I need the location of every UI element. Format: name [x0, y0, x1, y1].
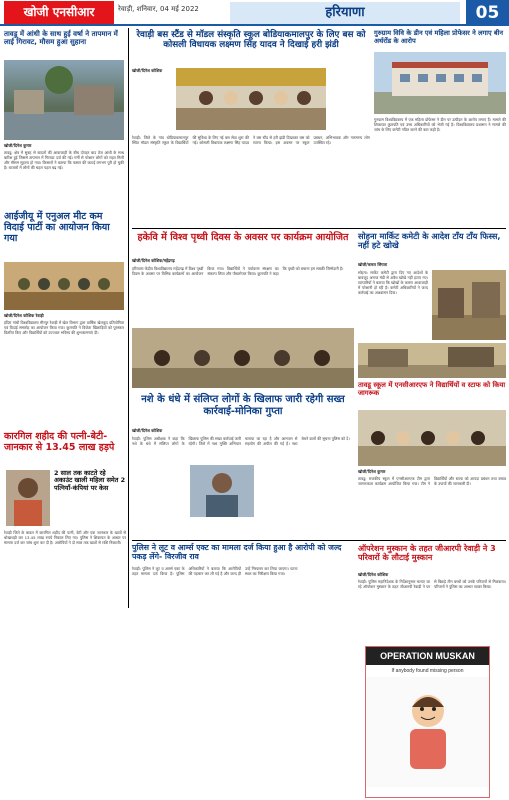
story5-body: गुरुग्राम विश्वविद्यालय में एक महिला प्रोफेसर ने डीन पर उत्पीड़न के आरोप लगाए हैं। मामले की शिकायत कुलपति एवं उच्च अधिकारियों को भेजी गई है। विश्वविद्यालय प्रशासन ने मामले की जांच के लिए कमेटी गठित करने की बात कही है।	[374, 117, 506, 132]
story1-body: तावडू: क्षेत्र में सुबह से बादलों की आवाजाही के बीच दोपहर बाद तेज आंधी के साथ बारिश हुई जिससे तापमान में गिरावट दर्ज की गई। गर्मी से परेशान लोगों को राहत मिली और मौसम सुहाना हो गया। किसानों ने बताया कि फसल की कटाई लगभग पूरी हो चुकी है। बाजारों में लोगों की चहल पहल बढ़ गई।	[4, 150, 124, 170]
market-stall-image	[432, 270, 506, 340]
seminar-hall-image	[132, 328, 354, 388]
page-number: 05	[466, 0, 509, 26]
story5-photo	[374, 52, 506, 114]
story2-body: इंदिरा गांधी विश्वविद्यालय मीरपुर रेवाड़ी में खेल विभाग द्वारा वार्षिक खेलकूद प्रतियोगिता एवं विदाई समारोह का आयोजन किया गया। कुलपति ने विजेता खिलाड़ियों को पुरस्कार वितरित किए और विद्यार्थियों को उज्ज्वल भविष्य की शुभकामनाएं दी।	[4, 320, 124, 335]
story2-headline: आईजीयू में एनुअल मीट कम विदाई पार्टी का आयोजन किया गया	[4, 211, 110, 244]
story2-byline: खोजी/दिनेश कोशिक रेवाड़ी	[4, 313, 44, 318]
story6-body: हरियाणा केंद्रीय विश्वविद्यालय महेंद्रगढ़ में विश्व पृथ्वी दिवस के अवसर पर विभिन्न कार्यक्रमों का आयोजन किया गया। विद्यार्थियों ने पर्यावरण संरक्षण का संकल्प लिया और पौधारोपण किया। कुलपति ने कहा कि पृथ्वी को बचाना हम सबकी जिम्मेदारी है।	[132, 266, 344, 276]
child-illustration-icon	[366, 677, 489, 787]
masthead	[0, 0, 509, 26]
university-building-image	[374, 52, 506, 114]
story7-photo	[432, 270, 506, 340]
flag-off-ceremony-image	[176, 68, 326, 130]
story4-body: रेवाड़ी: जिले के गांव बोडियाकमालपुर स्थित मॉडल संस्कृति स्कूल के विद्यार्थियों की सुविधा के लिए नई बस सेवा शुरू की गई। कोसली विधायक लक्ष्मण सिंह यादव ने बस स्टैंड से हरी झंडी दिखाकर बस को रवाना किया। इस अवसर पर स्कूल प्रबंधन, अभिभावक और गणमान्य लोग उपस्थित रहे।	[132, 135, 370, 145]
story1-byline: खोजी/दिनेश कुमार	[4, 143, 32, 148]
story7-headline: सोहना मार्किट कमेटी के आदेश टाँय टाँय फिस्स, नहीं हटे खोखे	[358, 231, 501, 251]
flooded-road-image	[4, 60, 124, 140]
event-photo	[4, 262, 124, 310]
story9-body: रेवाड़ी: पुलिस अधीक्षक ने कहा कि नशे के धंधे में संलिप्त लोगों के खिलाफ पुलिस की सख्त कार्रवाई जारी रहेगी। जिले में नशा मुक्ति अभियान चलाया जा रहा है और आमजन से सहयोग की अपील की गई है। नशा बेचने वालों की सूचना पुलिस को दें।	[132, 436, 350, 446]
story8-byline: खोजी/दिनेश कुमार	[358, 469, 386, 474]
story4-headline: रेवाड़ी बस स्टैंड से मॉडल संस्कृति स्कूल बोडियाकमालपुर के लिए बस को कोसली विधायक लक्ष्मण सिंह यादव ने दिखाई हरी झंडी	[136, 30, 366, 51]
story3-photo	[6, 470, 50, 526]
story6-photo	[132, 328, 354, 388]
story3-body: रेवाड़ी जिले के बावल में कारगिल शहीद की पत्नी, बेटी और एक जानकार के खातों से धोखाधड़ी कर 13.45 लाख रुपये निकाल लिए गए। पुलिस ने शिकायत के आधार पर मामला दर्ज कर जांच शुरू कर दी है। आरोपियों ने दो साल तक खातों से राशि निकाली।	[4, 530, 126, 545]
story1-headline: तावडू में आंधी के साथ हुई वर्षा ने तापमान में लाई गिरावट, मौसम हुआ सुहाना	[4, 30, 118, 47]
story4-photo	[176, 68, 326, 130]
story3-headline: कारगिल शहीद की पत्नी-बेटी-जानकार से 13.45 लाख हड़पे	[4, 431, 115, 453]
story11-headline: ऑपरेशन मुस्कान के तहत जीआरपी रेवाड़ी ने 3 परिवारों के लौटाई मुस्कान	[358, 544, 496, 563]
story7-body: सोहना: मार्केट कमेटी द्वारा दिए गए आदेशों के बावजूद अनाज मंडी से अवैध खोखे नहीं हटाए गए। व्यापारियों ने बताया कि खोखों के कारण आवाजाही में परेशानी हो रही है। कमेटी अधिकारियों ने जल्द कार्रवाई का आश्वासन दिया।	[358, 270, 428, 295]
story9-headline: नशे के धंधे में संलिप्त लोगों के खिलाफ जारी रहेगी सख्त कार्रवाई-मोनिका गुप्ता	[141, 394, 345, 417]
story7-photo-2	[358, 343, 506, 378]
story8-headline: तावडू स्कूल में एनसीआरएफ ने विद्यार्थियों व स्टाफ को किया जागरूक	[358, 381, 506, 397]
story8-photo	[358, 410, 506, 466]
story7-byline: खोजी/कमल सिंगला	[358, 262, 388, 267]
divider	[132, 228, 506, 229]
story11-byline: खोजी/दिनेश कोशिक	[358, 572, 389, 577]
banner-title: OPERATION MUSKAN	[366, 647, 489, 665]
story8-body: तावडू: राजकीय स्कूल में एनसीआरएफ टीम द्वारा जागरूकता कार्यक्रम आयोजित किया गया। टीम ने विद्यार्थियों और स्टाफ को आपदा प्रबंधन तथा बचाव के उपायों की जानकारी दी।	[358, 476, 506, 486]
story5-headline: गुरुग्राम विवि के डीन एवं महिला प्रोफेसर ने लगाए बीन अर्थरोंड के आरोप	[374, 29, 504, 45]
story1-photo	[4, 60, 124, 140]
divider	[128, 28, 129, 608]
story6-headline: हकेवि में विश्व पृथ्वी दिवस के अवसर पर कार्यक्रम आयोजित	[137, 232, 349, 243]
portrait-image	[6, 470, 50, 526]
newspaper-logo: खोजी एनसीआर	[4, 1, 114, 24]
police-officer-image	[190, 465, 254, 517]
story4-byline: खोजी/दिनेश कोशिक	[132, 68, 163, 73]
story2-photo	[4, 262, 124, 310]
divider	[132, 540, 506, 541]
banner-subtitle: If anybody found missing person	[391, 668, 464, 674]
street-image	[358, 343, 506, 378]
story10-headline: पुलिस ने लूट व आर्म्स एक्ट का मामला दर्ज किया हुआ है आरोपी को जल्द पकड़ लेंगे- विरजीव राव	[132, 543, 342, 561]
story3-side-headline: 2 साल तक काटते रहे अकाउंट खाली महिला समेत 2 पत्नियाँ-कंपियां पर केस	[54, 469, 126, 492]
story9-byline: खोजी/दिनेश कोशिक	[132, 428, 163, 433]
school-awareness-image	[358, 410, 506, 466]
story6-byline: खोजी/दिनेश कोशिक/महेंद्रगढ़	[132, 258, 175, 263]
section-title: हरियाणा	[230, 2, 460, 24]
story9-photo	[190, 465, 254, 517]
dateline: रेवाड़ी, शनिवार, 04 मई 2022	[118, 5, 199, 13]
operation-muskan-banner	[365, 646, 490, 798]
story10-body: रेवाड़ी: पुलिस ने लूट व आर्म्स एक्ट के तहत मामला दर्ज किया है। पुलिस अधिकारियों ने बताया कि आरोपियों की पहचान कर ली गई है और जल्द ही उन्हें गिरफ्तार कर लिया जाएगा। घटना स्थल का निरीक्षण किया गया।	[132, 566, 298, 576]
story11-body: रेवाड़ी: पुलिस महानिदेशक के निर्देशानुसार चलाए जा रहे ऑपरेशन मुस्कान के तहत जीआरपी रेवाड़ी ने घर से बिछड़े तीन बच्चों को उनके परिजनों से मिलवाया। परिजनों ने पुलिस का आभार व्यक्त किया।	[358, 579, 506, 589]
